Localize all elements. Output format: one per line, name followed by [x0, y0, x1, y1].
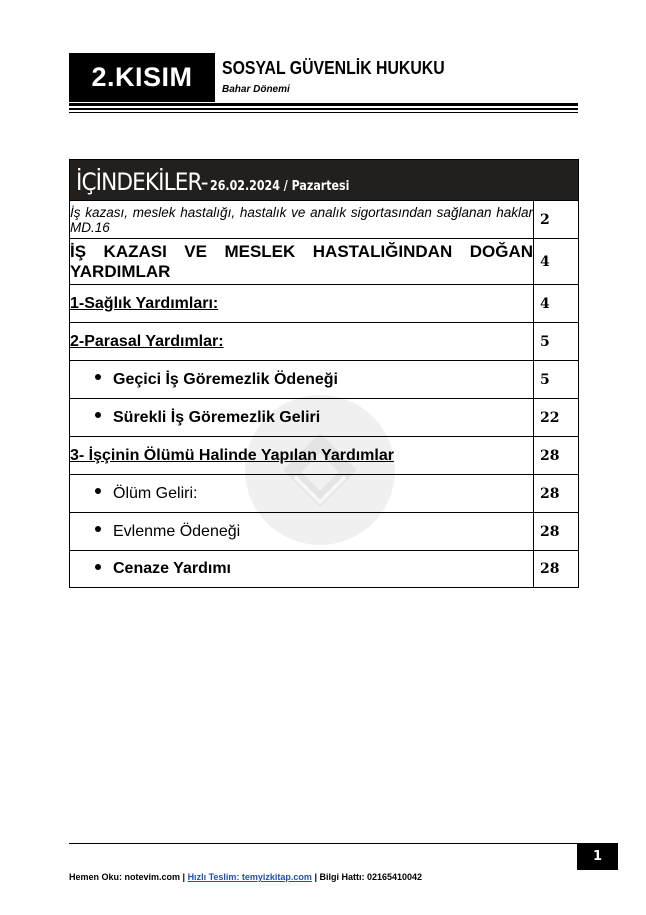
toc-row[interactable]: [70, 323, 579, 361]
toc-row[interactable]: [70, 201, 579, 239]
header-rule-thick: [69, 103, 578, 106]
header-rule-thin: [69, 112, 578, 113]
header-rule-mid: [69, 108, 578, 110]
bullet-icon: [95, 526, 101, 532]
footer-delivery-link[interactable]: Hızlı Teslim: temyizkitap.com: [187, 872, 312, 882]
bullet-icon: [95, 488, 101, 494]
toc-date: 26.02.2024 / Pazartesi: [210, 179, 350, 194]
toc-entry-page: 28: [534, 551, 579, 588]
toc-entry-title[interactable]: [70, 513, 534, 551]
part-label: 2.KISIM: [91, 62, 193, 92]
footer-separator: |: [311, 872, 320, 882]
toc-row[interactable]: [70, 399, 579, 437]
toc-entry-title[interactable]: 3- İşçinin Ölümü Halinde Yapılan Yardımlar: [70, 437, 534, 475]
toc-entry-title[interactable]: [70, 475, 534, 513]
toc-entry-page: 2: [534, 201, 579, 239]
toc-row[interactable]: [70, 285, 579, 323]
toc-entry-page: 22: [534, 399, 579, 437]
toc-row[interactable]: [70, 475, 579, 513]
toc-row[interactable]: [70, 551, 579, 588]
toc-entry-label: Evlenme Ödeneği: [113, 522, 241, 540]
toc-entry-label: Ölüm Geliri:: [113, 484, 198, 502]
toc-row[interactable]: [70, 437, 579, 475]
toc-table: [69, 159, 579, 588]
footer-rule: [69, 843, 577, 844]
bullet-icon: [95, 374, 101, 380]
course-title: SOSYAL GÜVENLİK HUKUKU: [222, 58, 445, 78]
toc-entry-title[interactable]: [70, 399, 534, 437]
toc-entry-page: 5: [534, 361, 579, 399]
toc-entry-title[interactable]: İş kazası, meslek hastalığı, hastalık ve analık sigortasından sağlanan haklar MD.16: [70, 201, 534, 239]
toc-row[interactable]: [70, 239, 579, 285]
toc-entry-title[interactable]: [70, 551, 534, 588]
toc-header-row: [70, 160, 579, 201]
toc-entry-page: 28: [534, 475, 579, 513]
bullet-icon: [95, 564, 101, 570]
toc-entry-page: 5: [534, 323, 579, 361]
toc-entry-title[interactable]: İŞ KAZASI VE MESLEK HASTALIĞINDAN DOĞAN YARDIMLAR: [70, 239, 534, 285]
toc-header-cell: [70, 160, 579, 201]
toc-entry-title[interactable]: 1-Sağlık Yardımları:: [70, 285, 534, 323]
toc-row[interactable]: [70, 361, 579, 399]
part-label-box: [69, 53, 215, 102]
bullet-icon: [95, 412, 101, 418]
toc-entry-label: Cenaze Yardımı: [113, 560, 231, 577]
toc-row[interactable]: [70, 513, 579, 551]
toc-entry-title[interactable]: 2-Parasal Yardımlar:: [70, 323, 534, 361]
footer-hotline: Bilgi Hattı: 02165410042: [319, 872, 423, 882]
toc-heading: İÇİNDEKİLER-: [76, 168, 208, 196]
toc-entry-page: 4: [534, 285, 579, 323]
toc-entry-page: 4: [534, 239, 579, 285]
toc-entry-page: 28: [534, 437, 579, 475]
toc-entry-title[interactable]: [70, 361, 534, 399]
toc-entry-page: 28: [534, 513, 579, 551]
term-label: Bahar Dönemi: [222, 84, 290, 95]
footer-read-link[interactable]: Hemen Oku: notevim.com: [69, 872, 181, 882]
footer-separator: |: [180, 872, 188, 882]
footer-links: [69, 872, 422, 882]
toc-entry-label: Sürekli İş Göremezlik Geliri: [113, 408, 321, 426]
page-number: 1: [577, 843, 618, 870]
toc-entry-label: Geçici İş Göremezlik Ödeneği: [113, 370, 338, 388]
